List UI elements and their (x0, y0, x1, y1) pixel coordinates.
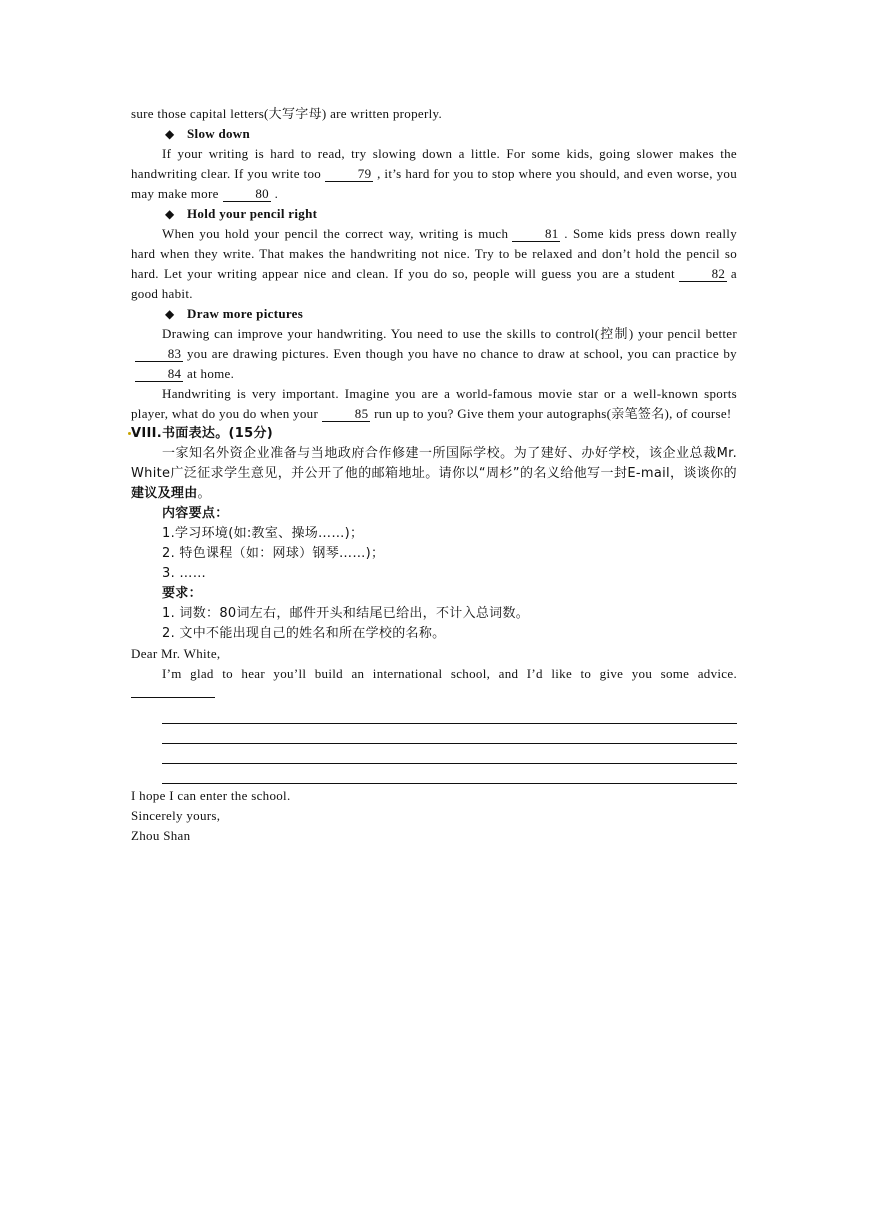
blank-79[interactable]: 79 (325, 166, 373, 182)
blank-82[interactable]: 82 (679, 266, 727, 282)
answer-line[interactable] (162, 724, 737, 744)
diamond-bullet-icon: ◆ (165, 207, 175, 221)
paragraph-hold-pencil: When you hold your pencil the correct way, writing is much 81 . Some kids press down really hard when they write. That makes the handwriting not nice. Try to be relaxed and don’t hold the pencil so hard. Let your writing appear nice and clean. If you do so, people will guess you are a student 82 a good habit. (131, 226, 737, 301)
paragraph-slow-down: If your writing is hard to read, try slowing down a little. For some kids, going slower makes the handwriting clear. If you write too 79 , it’s hard for you to stop where you should, and even worse, you may make more 80 . (131, 146, 738, 201)
blank-80[interactable]: 80 (223, 186, 271, 202)
blank-85[interactable]: 85 (322, 406, 370, 422)
blank-83[interactable]: 83 (135, 346, 183, 362)
document-page (131, 104, 737, 846)
content-points-title: 内容要点： (162, 506, 229, 521)
letter-closing-line: I hope I can enter the school. (131, 788, 291, 803)
writing-task-description: 一家知名外资企业准备与当地政府合作修建一所国际学校。为了建好、办好学校，该企业总裁Mr. White广泛征求学生意见，并公开了他的邮箱地址。请你以“周杉”的名义给他写一封E-mail，谈谈你的建议及理由。 (131, 446, 737, 501)
content-point-1: 1.学习环境(如:教室、操场……)； (162, 526, 364, 541)
letter-salutation: Dear Mr. White, (131, 646, 221, 661)
marker-dot-icon (128, 432, 131, 435)
letter-signature: Zhou Shan (131, 828, 191, 843)
answer-line[interactable] (162, 704, 737, 724)
blank-81[interactable]: 81 (512, 226, 560, 242)
heading-hold-pencil: ◆ Hold your pencil right (131, 204, 737, 224)
paragraph-capital-letters: sure those capital letters(大写字母) are written properly. (131, 106, 443, 121)
content-point-2: 2. 特色课程（如：网球）钢琴……)； (162, 546, 385, 561)
requirement-1: 1. 词数：80词左右，邮件开头和结尾已给出，不计入总词数。 (162, 606, 530, 621)
paragraph-draw-pictures: Drawing can improve your handwriting. You need to use the skills to control(控制) your pencil better83 you are drawing pictures. Even though you have no chance to draw at school, you can practice by84 at home. (131, 324, 737, 384)
heading-slow-down: ◆ Slow down (131, 124, 737, 144)
paragraph-handwriting-important: Handwriting is very important. Imagine you are a world-famous movie star or a well-known sports player, what do you do when your 85 run up to you? Give them your autographs(亲笔签名), of course! (131, 386, 737, 421)
heading-draw-pictures: ◆ Draw more pictures (131, 304, 737, 324)
answer-line[interactable] (162, 764, 737, 784)
section-title-writing: VIII.书面表达。(15分) (131, 424, 737, 444)
diamond-bullet-icon: ◆ (165, 307, 175, 321)
blank-84[interactable]: 84 (135, 366, 183, 382)
requirements-title: 要求： (162, 586, 202, 601)
answer-line[interactable] (162, 744, 737, 764)
answer-line-start[interactable] (131, 685, 215, 698)
content-point-3: 3. …… (162, 566, 207, 581)
diamond-bullet-icon: ◆ (165, 127, 175, 141)
requirement-2: 2. 文中不能出现自己的姓名和所在学校的名称。 (162, 626, 446, 641)
letter-signoff: Sincerely yours, (131, 808, 221, 823)
letter-opening: I’m glad to hear you’ll build an international school, and I’d like to give you some advice. (131, 664, 737, 704)
